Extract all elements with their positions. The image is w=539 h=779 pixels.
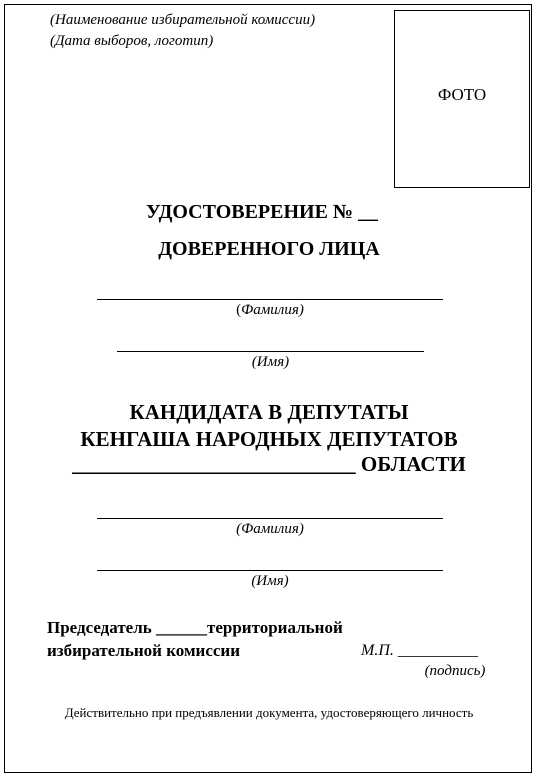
election-date-logo-placeholder: (Дата выборов, логотип) (50, 33, 214, 49)
candidate-title-line2: КЕНГАША НАРОДНЫХ ДЕПУТАТОВ (80, 427, 458, 451)
certificate-subtitle: ДОВЕРЕННОГО ЛИЦА (158, 238, 380, 260)
seal-placeholder: М.П. __________ (361, 642, 478, 659)
certificate-card (4, 4, 532, 773)
candidate-title-line1: КАНДИДАТА В ДЕПУТАТЫ (129, 400, 409, 424)
proxy-name-line (117, 351, 424, 352)
signature-caption: (подпись) (424, 663, 486, 679)
photo-box (394, 10, 530, 188)
chairman-signature-line: Председатель ______территориальной (47, 618, 343, 637)
proxy-surname-caption: (Фамилия) (236, 302, 304, 318)
candidate-surname-line (97, 518, 443, 519)
proxy-surname-line (97, 299, 443, 300)
proxy-name-caption: (Имя) (251, 354, 290, 370)
commission-signature-line: избирательной комиссии (47, 641, 241, 660)
commission-name-placeholder: (Наименование избирательной комиссии) (50, 12, 316, 28)
candidate-title-line3: ___________________________ ОБЛАСТИ (72, 452, 466, 476)
photo-label: ФОТО (437, 85, 487, 104)
candidate-surname-caption: (Фамилия) (236, 521, 304, 537)
validity-note: Действительно при предъявлении документа, удостоверяющего личность (64, 705, 474, 720)
certificate-title: УДОСТОВЕРЕНИЕ № __ (145, 201, 379, 223)
candidate-name-caption: (Имя) (251, 573, 289, 589)
candidate-name-line (97, 570, 443, 571)
